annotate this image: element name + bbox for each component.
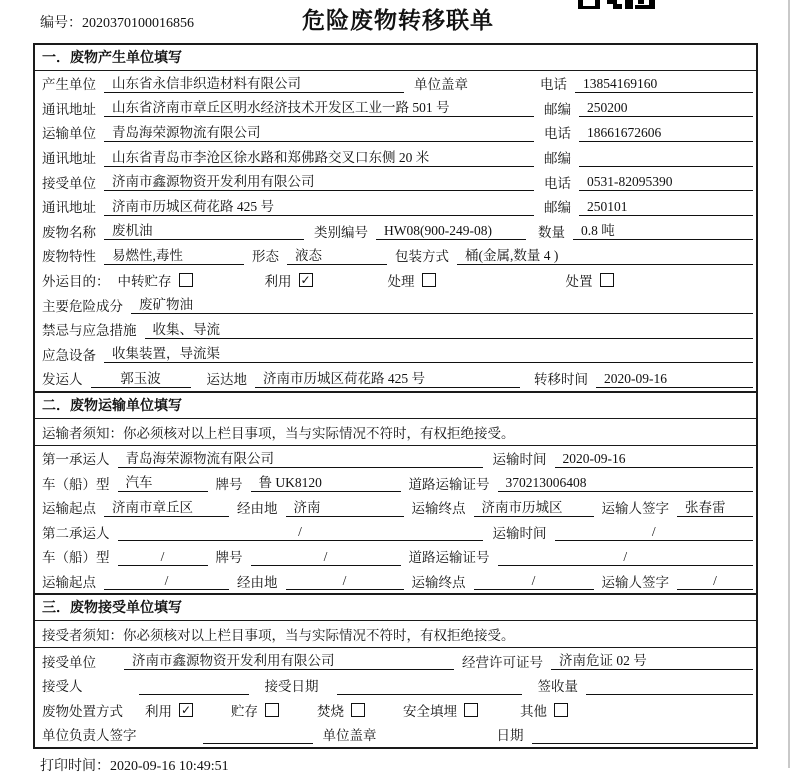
- field-value: /: [286, 571, 404, 590]
- field-value: /: [118, 547, 208, 566]
- field-label: 转移时间: [534, 372, 588, 388]
- form-row: [35, 648, 756, 673]
- field-value: 汽车: [118, 473, 208, 492]
- field-label: 邮编: [544, 101, 571, 117]
- field-value: 370213006408: [498, 473, 754, 492]
- field-label: 日期: [496, 728, 524, 744]
- field-value: [139, 676, 249, 695]
- field-value: 济南市章丘区: [104, 498, 229, 517]
- field-label: 道路运输证号: [408, 550, 490, 566]
- field-value: 2020-09-16: [555, 449, 754, 468]
- section-notice: 运输者须知：你必须核对以上栏目事项，当与实际情况不符时，有权拒绝接受。: [35, 419, 756, 446]
- field-value: 济南市鑫源物资开发利用有限公司: [104, 172, 534, 191]
- field-label: 第一承运人: [42, 452, 110, 468]
- checkbox-unchecked[interactable]: [422, 273, 436, 287]
- static-text: 单位盖章: [414, 77, 468, 93]
- field-label: 废物特性: [42, 249, 96, 265]
- field-value: 桶(金属,数量 4 ): [457, 246, 753, 265]
- checkbox-label: 中转贮存: [117, 274, 172, 290]
- checkbox-label: 处理: [387, 274, 415, 290]
- field-value: 济南市鑫源物资开发利用有限公司: [124, 651, 454, 670]
- field-label: 通讯地址: [42, 151, 96, 167]
- field-value: 2020-09-16: [596, 369, 753, 388]
- form-row: [35, 697, 756, 722]
- field-value: [532, 725, 754, 744]
- field-value: 0531-82095390: [579, 172, 753, 191]
- field-value: /: [677, 571, 753, 590]
- static-text: 单位盖章: [322, 728, 377, 744]
- field-label: 主要危险成分: [42, 298, 123, 314]
- section-transporter: [35, 391, 756, 594]
- page-title: 危险废物转移联单: [302, 7, 494, 33]
- field-label: 通讯地址: [42, 101, 96, 117]
- form-row: [35, 446, 756, 471]
- field-label: 运输起点: [42, 501, 96, 517]
- field-value: HW08(900-249-08): [376, 221, 526, 240]
- field-value: /: [251, 547, 401, 566]
- field-label: 经营许可证号: [462, 654, 543, 670]
- form-row: [35, 317, 756, 342]
- field-label: 废物处置方式: [42, 703, 123, 719]
- field-value: /: [104, 571, 229, 590]
- field-label: 单位负责人签字: [42, 728, 137, 744]
- checkbox-label: 焚烧: [317, 703, 344, 719]
- field-label: 废物名称: [42, 224, 96, 240]
- field-value: 易燃性,毒性: [104, 246, 244, 265]
- field-value: 收集、导流: [145, 320, 754, 339]
- field-label: 签收量: [537, 679, 578, 695]
- print-time-label: 打印时间：: [40, 758, 110, 774]
- field-label: 禁忌与应急措施: [42, 323, 137, 339]
- field-label: 经由地: [237, 574, 278, 590]
- form-row: [35, 673, 756, 698]
- field-label: 形态: [252, 249, 279, 265]
- field-label: 接受单位: [42, 654, 96, 670]
- field-label: 运达地: [206, 372, 247, 388]
- field-value: 废矿物油: [131, 295, 753, 314]
- form-row: [35, 544, 756, 569]
- field-label: 运输时间: [492, 525, 547, 541]
- form-row: [35, 366, 756, 391]
- field-label: 牌号: [215, 476, 243, 492]
- field-label: 邮编: [544, 200, 571, 216]
- field-value: 郭玉波: [91, 369, 191, 388]
- serial-label: 编号：: [40, 16, 82, 31]
- section-notice: 接受者须知：你必须核对以上栏目事项，当与实际情况不符时，有权拒绝接受。: [35, 621, 756, 648]
- field-label: 运输人签字: [601, 501, 669, 517]
- field-value: 山东省青岛市李沧区徐水路和郑佛路交叉口东侧 20 米: [104, 148, 534, 167]
- checkbox-label: 其他: [520, 703, 547, 719]
- form-row: [35, 243, 756, 268]
- field-label: 电话: [544, 175, 571, 191]
- field-value: 济南危证 02 号: [551, 651, 753, 670]
- checkbox-field: [231, 700, 279, 720]
- field-label: 包装方式: [395, 249, 449, 265]
- checkbox-label: 处置: [565, 274, 593, 290]
- field-label: 通讯地址: [42, 200, 96, 216]
- field-label: 电话: [540, 77, 567, 93]
- checkbox-unchecked[interactable]: [179, 273, 193, 287]
- checkbox-checked[interactable]: ✓: [180, 702, 192, 717]
- checkbox-field: [317, 700, 365, 720]
- field-value: 张春雷: [677, 498, 753, 517]
- field-value: 济南市历城区荷花路 425 号: [255, 369, 520, 388]
- manifest-form: [33, 43, 758, 749]
- checkbox-field: [145, 700, 193, 720]
- field-label: 电话: [544, 126, 571, 142]
- form-row: [35, 194, 756, 219]
- field-label: 牌号: [215, 550, 243, 566]
- checkbox-unchecked[interactable]: [554, 703, 568, 717]
- form-row: [35, 120, 756, 145]
- form-row: [35, 722, 756, 747]
- field-label: 接受单位: [42, 175, 96, 191]
- section-title: 二．废物运输单位填写: [35, 393, 756, 419]
- form-row: [35, 520, 756, 545]
- field-value: 收集装置，导流渠: [104, 344, 753, 363]
- field-value: [586, 676, 753, 695]
- qr-code-fragment: [575, 0, 660, 10]
- field-value: 济南: [286, 498, 404, 517]
- field-label: 运输人签字: [601, 574, 669, 590]
- field-label: 第二承运人: [42, 525, 110, 541]
- field-label: 运输时间: [492, 452, 547, 468]
- checkbox-field: [403, 700, 478, 720]
- checkbox-unchecked[interactable]: [265, 703, 279, 717]
- field-value: [203, 725, 313, 744]
- field-label: 外运目的：: [42, 274, 110, 290]
- checkbox-field: [388, 270, 436, 290]
- form-row: [35, 495, 756, 520]
- field-value: /: [474, 571, 594, 590]
- field-value: 济南市历城区: [474, 498, 594, 517]
- field-label: 道路运输证号: [408, 476, 490, 492]
- field-label: 运输起点: [42, 574, 96, 590]
- checkbox-field: [566, 270, 614, 290]
- field-value: /: [555, 522, 754, 541]
- field-label: 运输终点: [411, 501, 466, 517]
- form-row: [35, 145, 756, 170]
- field-label: 经由地: [237, 501, 278, 517]
- form-row: [35, 71, 756, 96]
- field-value: 青岛海荣源物流有限公司: [118, 449, 483, 468]
- field-label: 数量: [538, 224, 565, 240]
- print-time: [40, 755, 796, 775]
- section-producer: [35, 45, 756, 391]
- print-time-value: 2020-09-16 10:49:51: [110, 758, 229, 774]
- checkbox-unchecked[interactable]: [600, 273, 614, 287]
- checkbox-checked[interactable]: ✓: [300, 273, 311, 288]
- section-title: 一．废物产生单位填写: [35, 45, 756, 71]
- form-row: [35, 268, 756, 293]
- field-value: 废机油: [104, 221, 304, 240]
- field-value: 山东省济南市章丘区明水经济技术开发区工业一路 501 号: [104, 98, 534, 117]
- field-value: 13854169160: [575, 74, 753, 93]
- checkbox-field: [520, 700, 568, 720]
- field-label: 类别编号: [314, 224, 368, 240]
- field-value: [579, 148, 753, 167]
- document-header: [0, 0, 796, 43]
- field-label: 车（船）型: [42, 550, 110, 566]
- checkbox-field: [118, 270, 193, 290]
- field-value: 鲁 UK8120: [251, 473, 401, 492]
- field-value: 山东省永信非织造材料有限公司: [104, 74, 404, 93]
- section-receiver: [35, 593, 756, 746]
- field-label: 发运人: [42, 372, 83, 388]
- field-value: 济南市历城区荷花路 425 号: [104, 197, 534, 216]
- field-label: 运输单位: [42, 126, 96, 142]
- form-row: [35, 292, 756, 317]
- checkbox-label: 安全填埋: [403, 703, 457, 719]
- field-label: 运输终点: [411, 574, 466, 590]
- form-row: [35, 219, 756, 244]
- field-label: 应急设备: [42, 347, 96, 363]
- form-row: [35, 569, 756, 594]
- checkbox-label: 利用: [145, 703, 172, 719]
- form-row: [35, 96, 756, 121]
- checkbox-label: 贮存: [231, 703, 258, 719]
- field-label: 邮编: [544, 151, 571, 167]
- field-value: 青岛海荣源物流有限公司: [104, 123, 534, 142]
- field-label: 车（船）型: [42, 476, 110, 492]
- field-label: 接受人: [42, 679, 83, 695]
- checkbox-field: [265, 270, 313, 290]
- field-value: 250200: [579, 98, 753, 117]
- checkbox-unchecked[interactable]: [464, 703, 478, 717]
- field-value: 250101: [579, 197, 753, 216]
- field-value: /: [498, 547, 754, 566]
- checkbox-label: 利用: [264, 274, 292, 290]
- field-value: 0.8 吨: [573, 221, 753, 240]
- field-label: 产生单位: [42, 77, 96, 93]
- section-title: 三．废物接受单位填写: [35, 595, 756, 621]
- checkbox-unchecked[interactable]: [351, 703, 365, 717]
- page-edge-line: [788, 0, 790, 768]
- field-value: [337, 676, 522, 695]
- serial-value: 2020370100016856: [82, 16, 194, 31]
- form-row: [35, 342, 756, 367]
- field-value: 18661672606: [579, 123, 753, 142]
- field-value: /: [118, 522, 483, 541]
- field-label: 接受日期: [264, 679, 319, 695]
- form-row: [35, 169, 756, 194]
- form-row: [35, 470, 756, 495]
- field-value: 液态: [287, 246, 387, 265]
